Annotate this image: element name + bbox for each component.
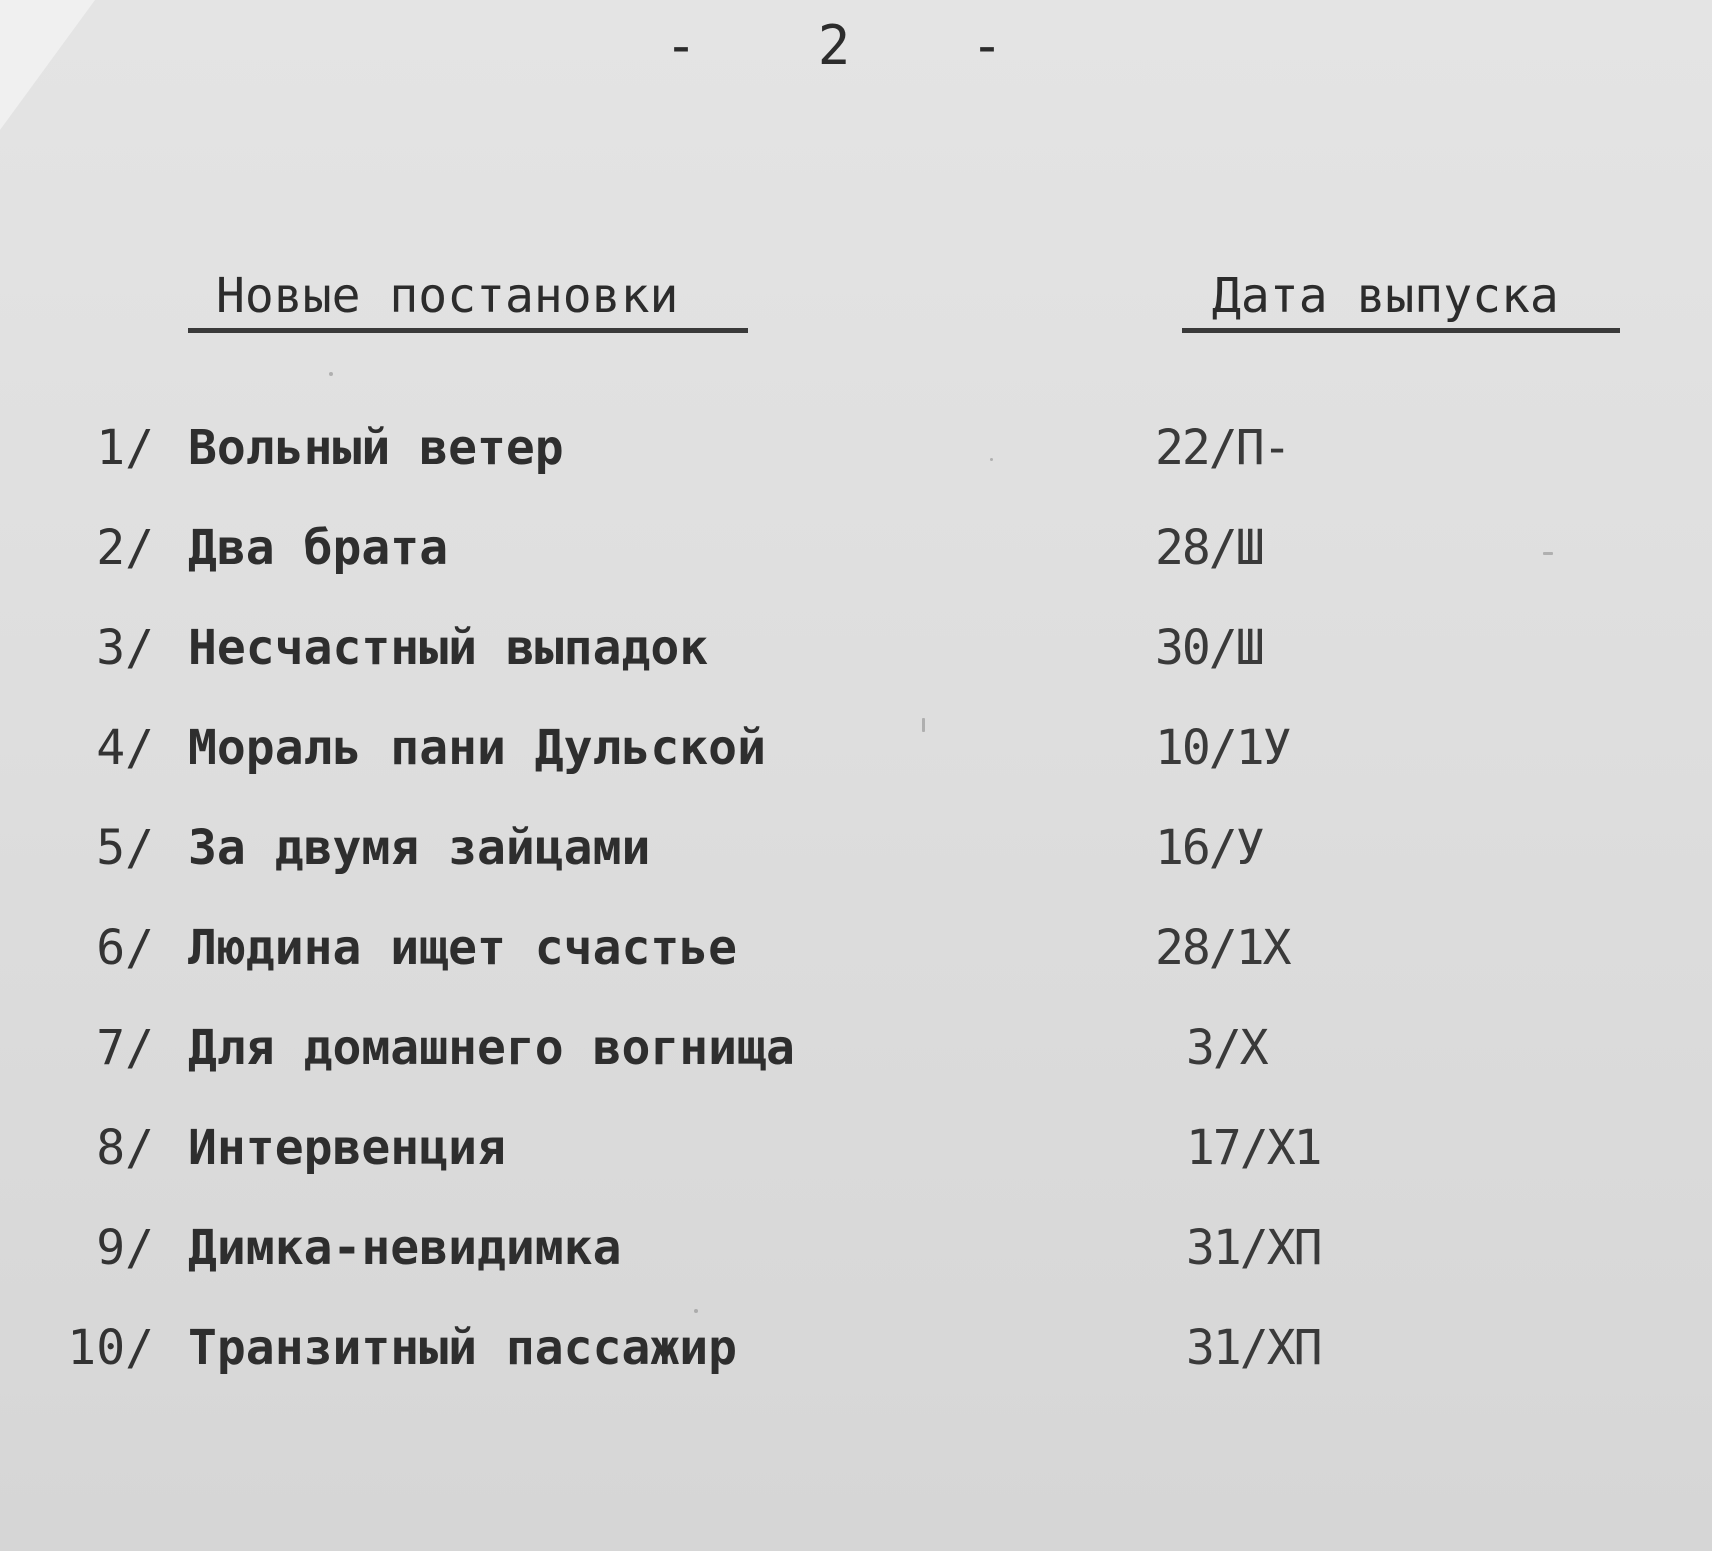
list-item <box>0 1320 1712 1420</box>
item-number: 8/ <box>96 1120 154 1176</box>
heading-release-date-text: Дата выпуска <box>1212 268 1559 324</box>
item-date: 30/Ш <box>1155 620 1263 676</box>
item-date: 17/Х1 <box>1186 1120 1321 1176</box>
paper-speck <box>922 718 925 732</box>
item-number: 1/ <box>96 420 154 476</box>
item-number: 4/ <box>96 720 154 776</box>
list-item <box>0 920 1712 1020</box>
productions-list <box>0 420 1712 1420</box>
item-date: 16/У <box>1155 820 1263 876</box>
item-title: Мораль пани Дульской <box>188 720 766 776</box>
item-title: Людина ищет счастье <box>188 920 738 976</box>
list-item <box>0 720 1712 820</box>
item-title: За двумя зайцами <box>188 820 651 876</box>
item-title: Интервенция <box>188 1120 506 1176</box>
list-item <box>0 820 1712 920</box>
item-title: Димка-невидимка <box>188 1220 622 1276</box>
list-item <box>0 420 1712 520</box>
list-item <box>0 520 1712 620</box>
item-title: Вольный ветер <box>188 420 564 476</box>
list-item <box>0 1220 1712 1320</box>
item-number: 7/ <box>96 1020 154 1076</box>
item-number: 10/ <box>67 1320 154 1376</box>
item-date: 28/Ш <box>1155 520 1263 576</box>
list-item <box>0 1120 1712 1220</box>
paper-speck <box>990 458 993 461</box>
paper-speck <box>329 372 333 376</box>
item-date: 3/Х <box>1186 1020 1267 1076</box>
item-number: 5/ <box>96 820 154 876</box>
paper-speck <box>1543 552 1553 555</box>
item-date: 31/ХП <box>1186 1220 1321 1276</box>
paper-speck <box>694 1309 698 1313</box>
item-title: Несчастный выпадок <box>188 620 709 676</box>
heading-new-productions-text: Новые постановки <box>216 268 679 324</box>
item-number: 6/ <box>96 920 154 976</box>
heading-release-date <box>1182 268 1620 333</box>
item-date: 10/1У <box>1155 720 1290 776</box>
item-title: Для домашнего вогнища <box>188 1020 795 1076</box>
list-item <box>0 1020 1712 1120</box>
item-number: 2/ <box>96 520 154 576</box>
item-title: Два брата <box>188 520 449 576</box>
item-number: 3/ <box>96 620 154 676</box>
heading-new-productions <box>188 268 748 333</box>
item-title: Транзитный пассажир <box>188 1320 738 1376</box>
item-number: 9/ <box>96 1220 154 1276</box>
list-item <box>0 620 1712 720</box>
item-date: 28/1Х <box>1155 920 1290 976</box>
item-date: 22/П- <box>1155 420 1290 476</box>
item-date: 31/ХП <box>1186 1320 1321 1376</box>
page-number: - 2 - <box>664 14 1048 77</box>
